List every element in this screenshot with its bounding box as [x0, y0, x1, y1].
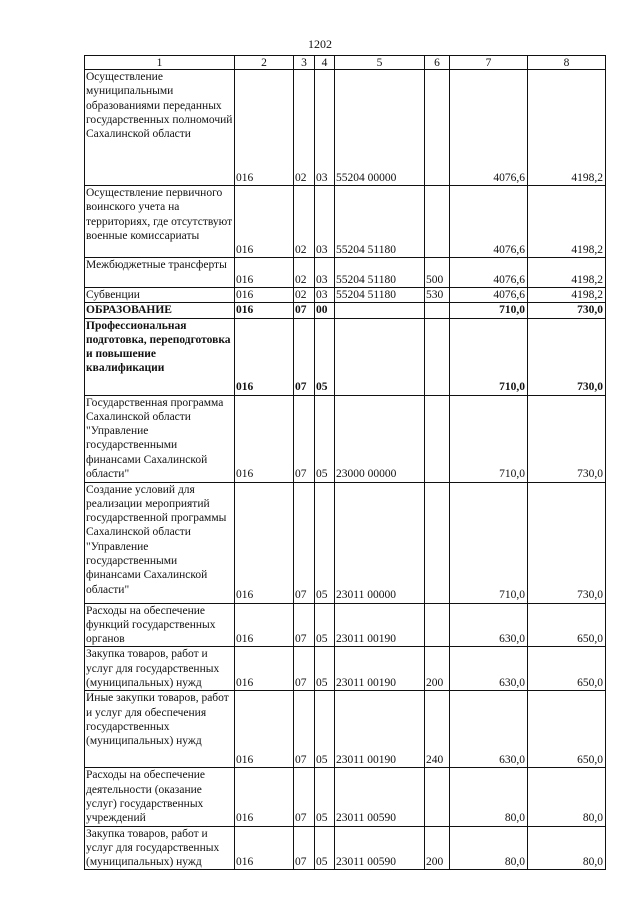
expense-type-cell: [425, 303, 450, 318]
year1-amount-cell: 630,0: [450, 647, 528, 691]
item-name-cell: Иные закупки товаров, работ и услуг для обеспечения государственных (муниципальных) нужд: [85, 691, 235, 768]
year2-amount-cell: 650,0: [528, 603, 606, 647]
item-name-cell: Закупка товаров, работ и услуг для государственных (муниципальных) нужд: [85, 826, 235, 870]
subsection-cell: 05: [315, 482, 335, 603]
subsection-cell: 05: [315, 647, 335, 691]
year2-amount-cell: 650,0: [528, 691, 606, 768]
section-cell: 07: [294, 826, 315, 870]
subsection-cell: 05: [315, 603, 335, 647]
year2-amount-cell: 730,0: [528, 482, 606, 603]
header-cell: 5: [335, 56, 425, 70]
target-article-cell: 23011 00190: [335, 603, 425, 647]
item-name-cell: Осуществление муниципальными образованиями переданных государственных полномочий Сахалинской области: [85, 70, 235, 186]
item-name-cell: Межбюджетные трансферты: [85, 258, 235, 288]
kvsr-cell: 016: [235, 70, 294, 186]
year1-amount-cell: 630,0: [450, 603, 528, 647]
target-article-cell: 55204 51180: [335, 186, 425, 258]
section-cell: 02: [294, 186, 315, 258]
expense-type-cell: [425, 186, 450, 258]
year2-amount-cell: 650,0: [528, 647, 606, 691]
subsection-cell: 05: [315, 318, 335, 395]
header-cell: 3: [294, 56, 315, 70]
kvsr-cell: 016: [235, 482, 294, 603]
item-name-cell: Создание условий для реализации мероприятий государственной программы Сахалинской области "Управление государственными финансами Сахалинской области": [85, 482, 235, 603]
item-name-cell: Профессиональная подготовка, переподготовка и повышение квалификации: [85, 318, 235, 395]
kvsr-cell: 016: [235, 691, 294, 768]
subsection-cell: 03: [315, 70, 335, 186]
section-cell: 07: [294, 603, 315, 647]
table-row: [85, 303, 606, 318]
item-name-cell: Закупка товаров, работ и услуг для государственных (муниципальных) нужд: [85, 647, 235, 691]
subsection-cell: 03: [315, 186, 335, 258]
year2-amount-cell: 80,0: [528, 826, 606, 870]
item-name-cell: ОБРАЗОВАНИЕ: [85, 303, 235, 318]
year1-amount-cell: 630,0: [450, 691, 528, 768]
year2-amount-cell: 4198,2: [528, 288, 606, 303]
kvsr-cell: 016: [235, 395, 294, 482]
year1-amount-cell: 4076,6: [450, 258, 528, 288]
target-article-cell: [335, 303, 425, 318]
target-article-cell: 55204 51180: [335, 258, 425, 288]
kvsr-cell: 016: [235, 186, 294, 258]
subsection-cell: 05: [315, 768, 335, 826]
item-name-cell: Осуществление первичного воинского учета на территориях, где отсутствуют военные комиссариаты: [85, 186, 235, 258]
kvsr-cell: 016: [235, 768, 294, 826]
kvsr-cell: 016: [235, 303, 294, 318]
subsection-cell: 05: [315, 826, 335, 870]
target-article-cell: 23000 00000: [335, 395, 425, 482]
kvsr-cell: 016: [235, 647, 294, 691]
target-article-cell: 55204 51180: [335, 288, 425, 303]
expense-type-cell: 200: [425, 647, 450, 691]
table-row: [85, 258, 606, 288]
item-name-cell: Расходы на обеспечение функций государственных органов: [85, 603, 235, 647]
header-cell: 4: [315, 56, 335, 70]
header-cell: 7: [450, 56, 528, 70]
year2-amount-cell: 730,0: [528, 395, 606, 482]
table-row: [85, 395, 606, 482]
expense-type-cell: 240: [425, 691, 450, 768]
section-cell: 02: [294, 258, 315, 288]
item-name-cell: Расходы на обеспечение деятельности (оказание услуг) государственных учреждений: [85, 768, 235, 826]
year1-amount-cell: 710,0: [450, 318, 528, 395]
table-row: [85, 691, 606, 768]
section-cell: 07: [294, 318, 315, 395]
table-row: [85, 288, 606, 303]
header-cell: 8: [528, 56, 606, 70]
header-cell: 1: [85, 56, 235, 70]
target-article-cell: [335, 318, 425, 395]
expense-type-cell: [425, 395, 450, 482]
table-row: [85, 318, 606, 395]
table-row: [85, 647, 606, 691]
section-cell: 07: [294, 482, 315, 603]
expense-type-cell: 530: [425, 288, 450, 303]
year1-amount-cell: 710,0: [450, 482, 528, 603]
subsection-cell: 03: [315, 258, 335, 288]
kvsr-cell: 016: [235, 258, 294, 288]
section-cell: 07: [294, 691, 315, 768]
year2-amount-cell: 730,0: [528, 318, 606, 395]
target-article-cell: 23011 00590: [335, 826, 425, 870]
item-name-cell: Субвенции: [85, 288, 235, 303]
section-cell: 07: [294, 303, 315, 318]
expense-type-cell: [425, 318, 450, 395]
item-name-cell: Государственная программа Сахалинской области "Управление государственными финансами Сахалинской области": [85, 395, 235, 482]
header-cell: 2: [235, 56, 294, 70]
page-number: 1202: [308, 37, 332, 51]
expense-type-cell: 500: [425, 258, 450, 288]
subsection-cell: 05: [315, 395, 335, 482]
section-cell: 07: [294, 647, 315, 691]
year2-amount-cell: 4198,2: [528, 186, 606, 258]
section-cell: 02: [294, 288, 315, 303]
table-row: [85, 70, 606, 186]
target-article-cell: 23011 00190: [335, 647, 425, 691]
year2-amount-cell: 730,0: [528, 303, 606, 318]
expense-type-cell: [425, 603, 450, 647]
target-article-cell: 23011 00590: [335, 768, 425, 826]
year2-amount-cell: 80,0: [528, 768, 606, 826]
subsection-cell: 05: [315, 691, 335, 768]
subsection-cell: 03: [315, 288, 335, 303]
kvsr-cell: 016: [235, 318, 294, 395]
table-row: [85, 186, 606, 258]
subsection-cell: 00: [315, 303, 335, 318]
kvsr-cell: 016: [235, 288, 294, 303]
target-article-cell: 23011 00000: [335, 482, 425, 603]
expense-type-cell: [425, 70, 450, 186]
table-row: [85, 482, 606, 603]
target-article-cell: 55204 00000: [335, 70, 425, 186]
section-cell: 07: [294, 395, 315, 482]
expense-type-cell: [425, 482, 450, 603]
budget-table: [84, 55, 606, 870]
year2-amount-cell: 4198,2: [528, 70, 606, 186]
year1-amount-cell: 4076,6: [450, 70, 528, 186]
kvsr-cell: 016: [235, 603, 294, 647]
year1-amount-cell: 80,0: [450, 768, 528, 826]
year1-amount-cell: 4076,6: [450, 186, 528, 258]
year1-amount-cell: 710,0: [450, 303, 528, 318]
section-cell: 02: [294, 70, 315, 186]
year1-amount-cell: 710,0: [450, 395, 528, 482]
table-row: [85, 603, 606, 647]
table-row: [85, 768, 606, 826]
year1-amount-cell: 4076,6: [450, 288, 528, 303]
target-article-cell: 23011 00190: [335, 691, 425, 768]
header-cell: 6: [425, 56, 450, 70]
year2-amount-cell: 4198,2: [528, 258, 606, 288]
kvsr-cell: 016: [235, 826, 294, 870]
expense-type-cell: [425, 768, 450, 826]
year1-amount-cell: 80,0: [450, 826, 528, 870]
table-row: [85, 826, 606, 870]
table-header-row: [85, 56, 606, 70]
section-cell: 07: [294, 768, 315, 826]
expense-type-cell: 200: [425, 826, 450, 870]
